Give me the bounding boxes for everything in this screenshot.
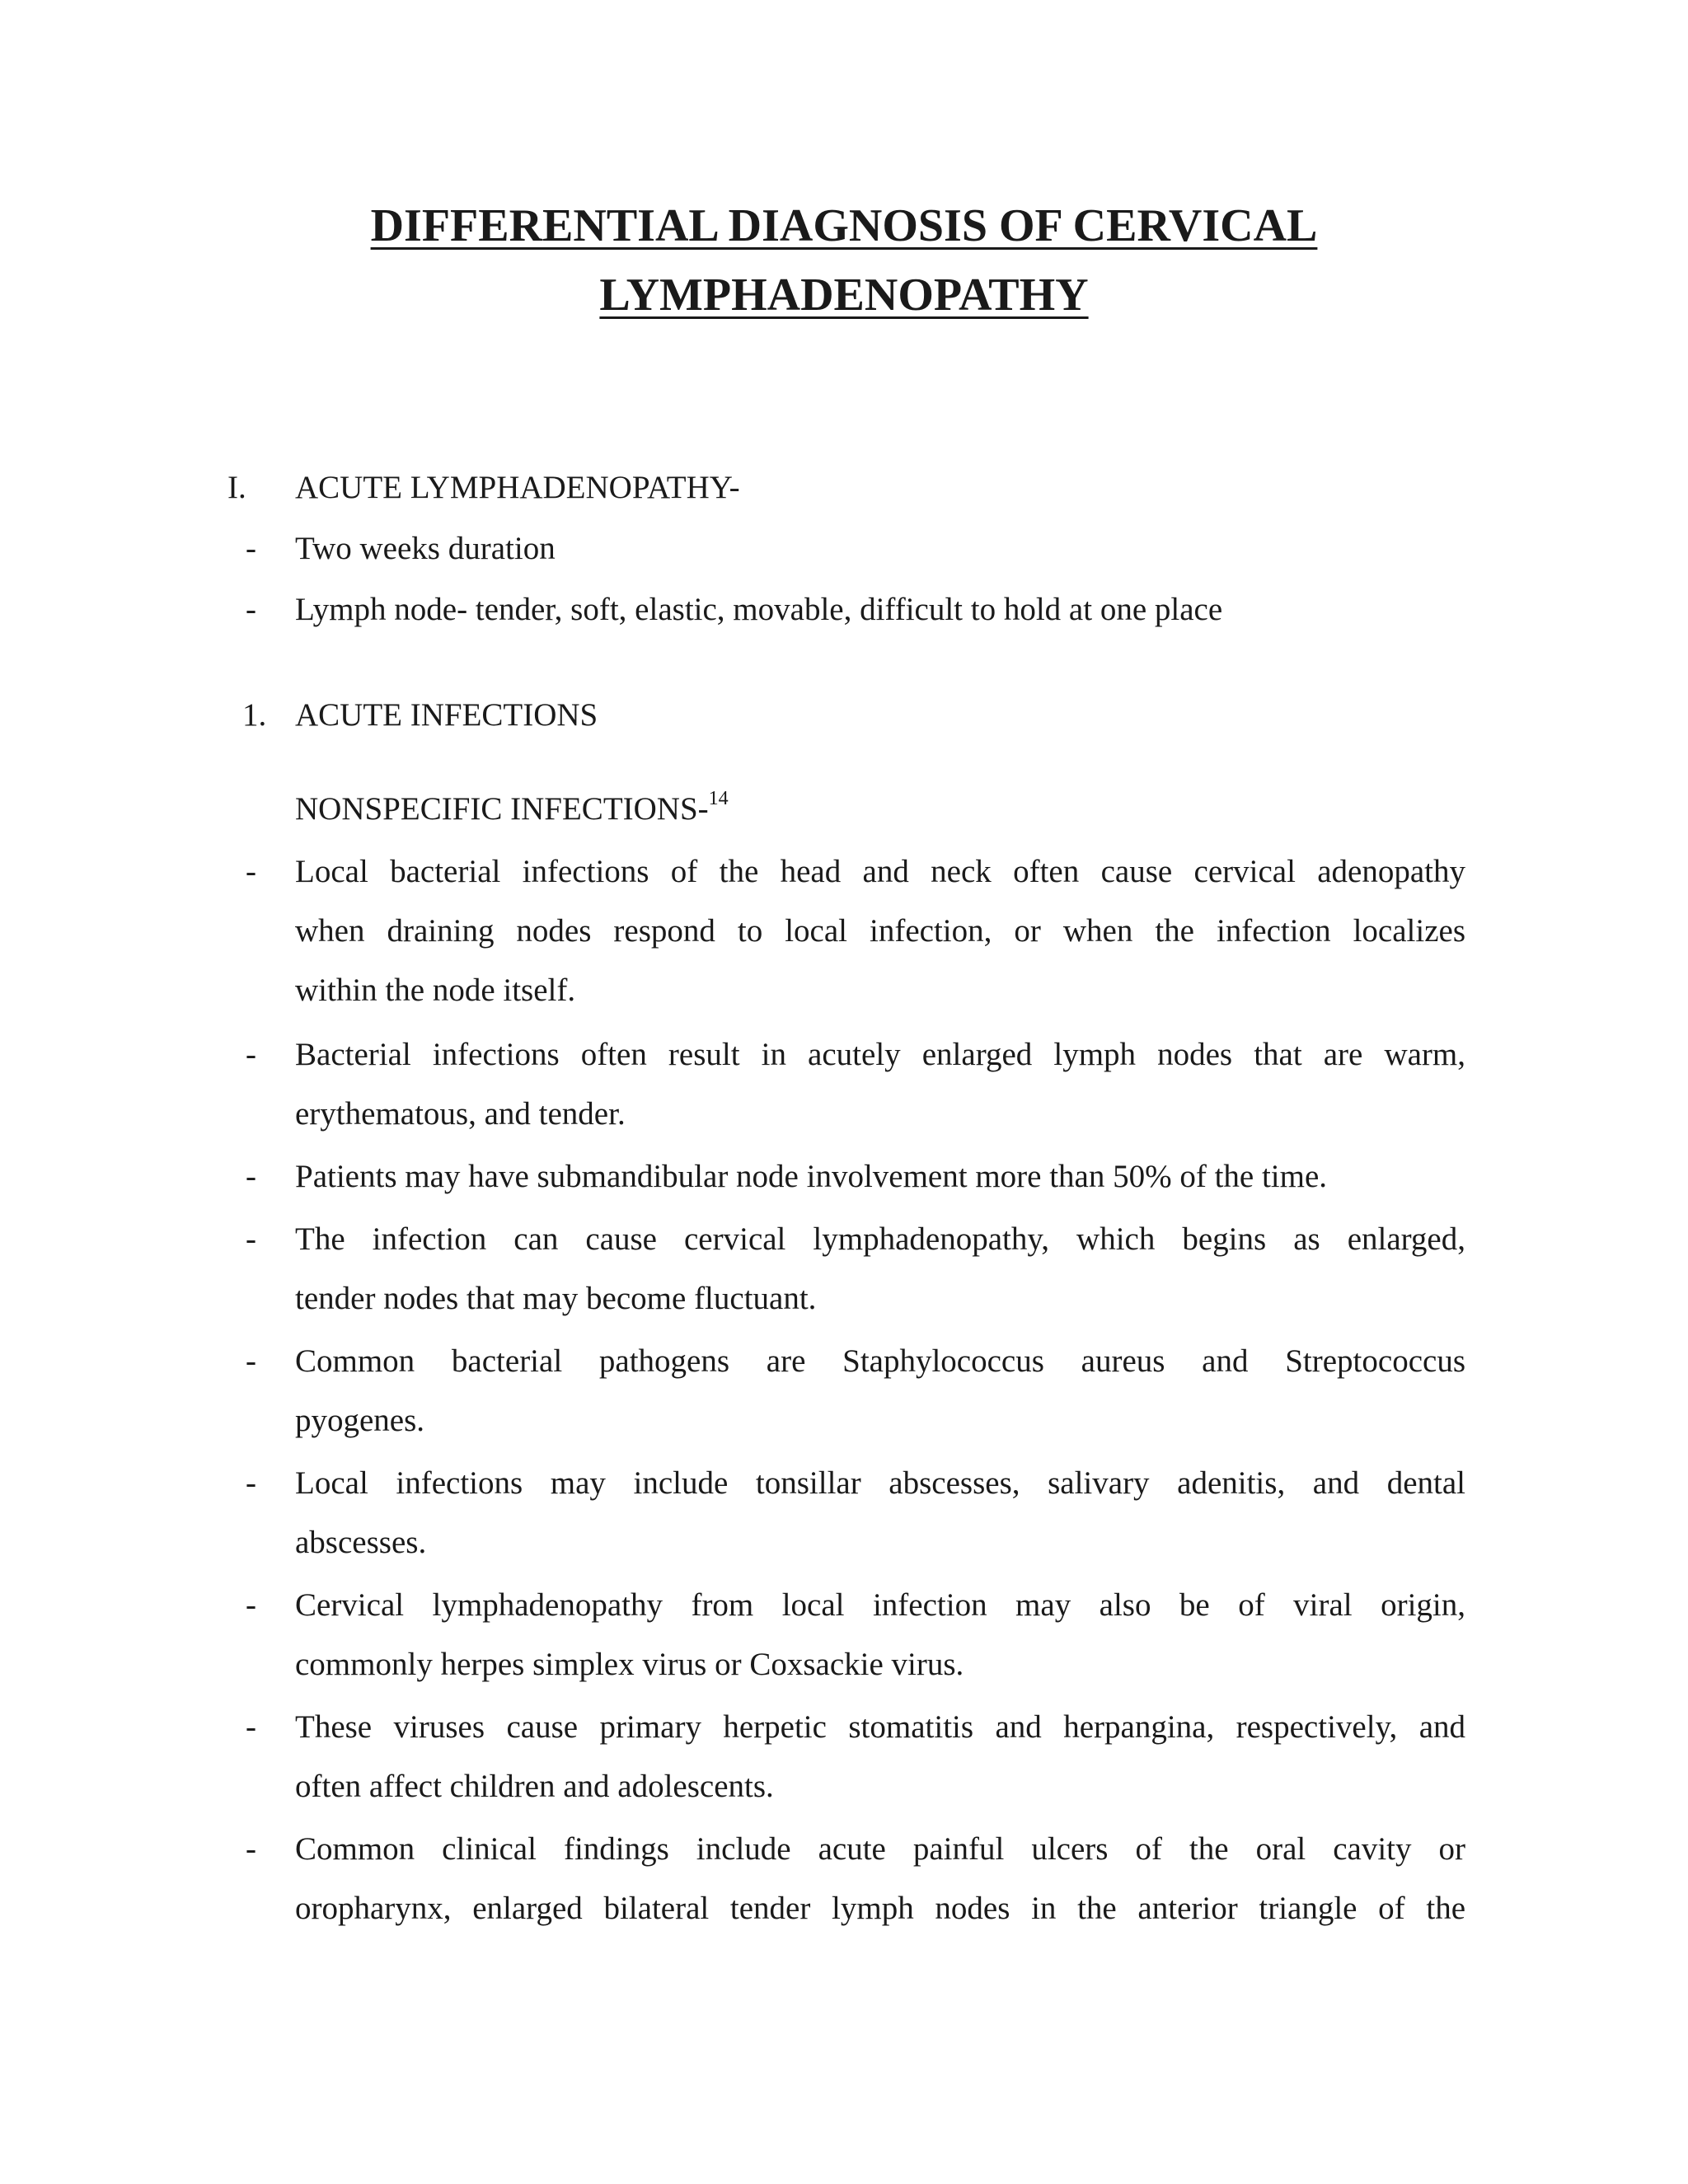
bullet-dash: - <box>246 1465 256 1501</box>
subheading <box>295 790 729 829</box>
paragraph-last-line: within the node itself. <box>295 972 576 1008</box>
bullet-dash: - <box>246 1831 256 1867</box>
bullet-dash: - <box>246 1709 256 1745</box>
paragraph-line: Common clinical findings include acute painful ulcers of the oral cavity or <box>295 1831 1465 1867</box>
title-line-1: DIFFERENTIAL DIAGNOSIS OF CERVICAL <box>370 200 1318 251</box>
paragraph-line: Bacterial infections often result in acutely enlarged lymph nodes that are warm, <box>295 1037 1465 1072</box>
paragraph-line: Local bacterial infections of the head and neck often cause cervical adenopathy <box>295 854 1465 889</box>
paragraph-line: Cervical lymphadenopathy from local infection may also be of viral origin, <box>295 1587 1465 1623</box>
page-title <box>0 191 1688 330</box>
paragraph-last-line: abscesses. <box>295 1525 427 1560</box>
subsection-number: 1. <box>242 697 267 733</box>
bullet-dash: - <box>246 1221 256 1257</box>
bullet-dash: - <box>246 531 256 566</box>
section-heading: ACUTE LYMPHADENOPATHY- <box>295 470 740 505</box>
paragraph-last-line: often affect children and adolescents. <box>295 1769 774 1804</box>
section-bullet: Two weeks duration <box>295 531 556 566</box>
title-line-2: LYMPHADENOPATHY <box>599 269 1089 321</box>
bullet-dash: - <box>246 1037 256 1072</box>
bullet-dash: - <box>246 1343 256 1379</box>
section-numeral: I. <box>227 470 246 505</box>
subheading-text: NONSPECIFIC INFECTIONS- <box>295 791 709 827</box>
section-bullet: Lymph node- tender, soft, elastic, movable, difficult to hold at one place <box>295 592 1223 627</box>
reference-superscript: 14 <box>708 788 729 809</box>
bullet-dash: - <box>246 854 256 889</box>
subsection-heading: ACUTE INFECTIONS <box>295 697 598 733</box>
paragraph-last-line: pyogenes. <box>295 1403 425 1438</box>
paragraph-line: The infection can cause cervical lymphadenopathy, which begins as enlarged, <box>295 1221 1465 1257</box>
bullet-dash: - <box>246 1587 256 1623</box>
bullet-dash: - <box>246 1159 256 1194</box>
paragraph-line: when draining nodes respond to local infection, or when the infection localizes <box>295 913 1465 949</box>
paragraph-last-line: erythematous, and tender. <box>295 1096 626 1132</box>
paragraph-line: Local infections may include tonsillar abscesses, salivary adenitis, and dental <box>295 1465 1465 1501</box>
paragraph-last-line: tender nodes that may become fluctuant. <box>295 1281 817 1316</box>
paragraph-line: oropharynx, enlarged bilateral tender lymph nodes in the anterior triangle of the <box>295 1891 1465 1926</box>
paragraph-last-line: Patients may have submandibular node involvement more than 50% of the time. <box>295 1159 1328 1194</box>
paragraph-line: Common bacterial pathogens are Staphylococcus aureus and Streptococcus <box>295 1343 1465 1379</box>
paragraph-line: These viruses cause primary herpetic stomatitis and herpangina, respectively, and <box>295 1709 1465 1745</box>
bullet-dash: - <box>246 592 256 627</box>
paragraph-last-line: commonly herpes simplex virus or Coxsackie virus. <box>295 1647 964 1682</box>
